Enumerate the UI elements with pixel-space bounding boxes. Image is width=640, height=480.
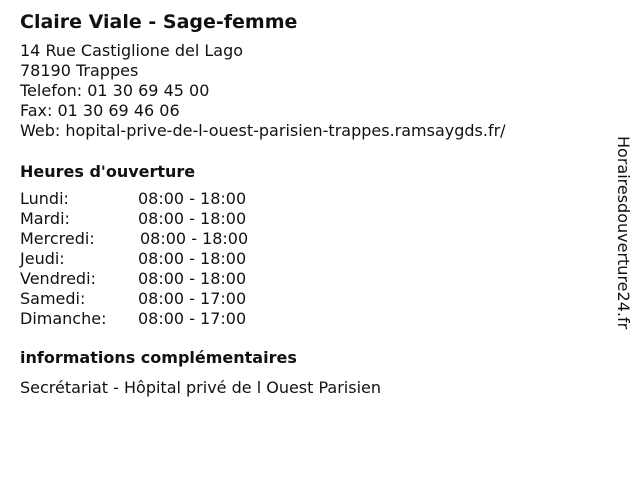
time-range: 08:00 - 18:00 [138,209,247,228]
hours-row-thursday [20,249,600,269]
hours-row-friday [20,269,600,289]
day-label: Jeudi: [20,249,65,268]
page-title: Claire Viale - Sage-femme [20,11,298,33]
site-watermark: Horairesdouverture24.fr [614,136,633,330]
additional-info-text: Secrétariat - Hôpital privé de l Ouest Parisien [20,378,382,397]
page-content [20,10,600,398]
opening-hours-heading: Heures d'ouverture [20,162,196,181]
time-range: 08:00 - 18:00 [140,229,249,248]
time-range: 08:00 - 18:00 [138,269,247,288]
time-range: 08:00 - 18:00 [138,249,247,268]
day-label: Vendredi: [20,269,96,288]
hours-row-sunday [20,309,600,329]
street-address: 14 Rue Castiglione del Lago [20,41,244,60]
day-label: Samedi: [20,289,86,308]
time-range: 08:00 - 18:00 [138,189,247,208]
hours-row-tuesday [20,209,600,229]
additional-info-heading: informations complémentaires [20,348,297,367]
day-label: Mardi: [20,209,70,228]
day-label: Lundi: [20,189,69,208]
time-range: 08:00 - 17:00 [138,309,247,328]
website-link[interactable]: Web: hopital-prive-de-l-ouest-parisien-trappes.ramsaygds.fr/ [20,121,506,140]
fax-number: Fax: 01 30 69 46 06 [20,101,180,120]
phone-number: Telefon: 01 30 69 45 00 [20,81,210,100]
hours-row-saturday [20,289,600,309]
time-range: 08:00 - 17:00 [138,289,247,308]
day-label: Dimanche: [20,309,107,328]
city-postal: 78190 Trappes [20,61,139,80]
hours-row-monday [20,189,600,209]
hours-row-wednesday [20,229,600,249]
day-label: Mercredi: [20,229,95,248]
opening-hours-table [20,189,600,329]
address-block [20,41,600,141]
